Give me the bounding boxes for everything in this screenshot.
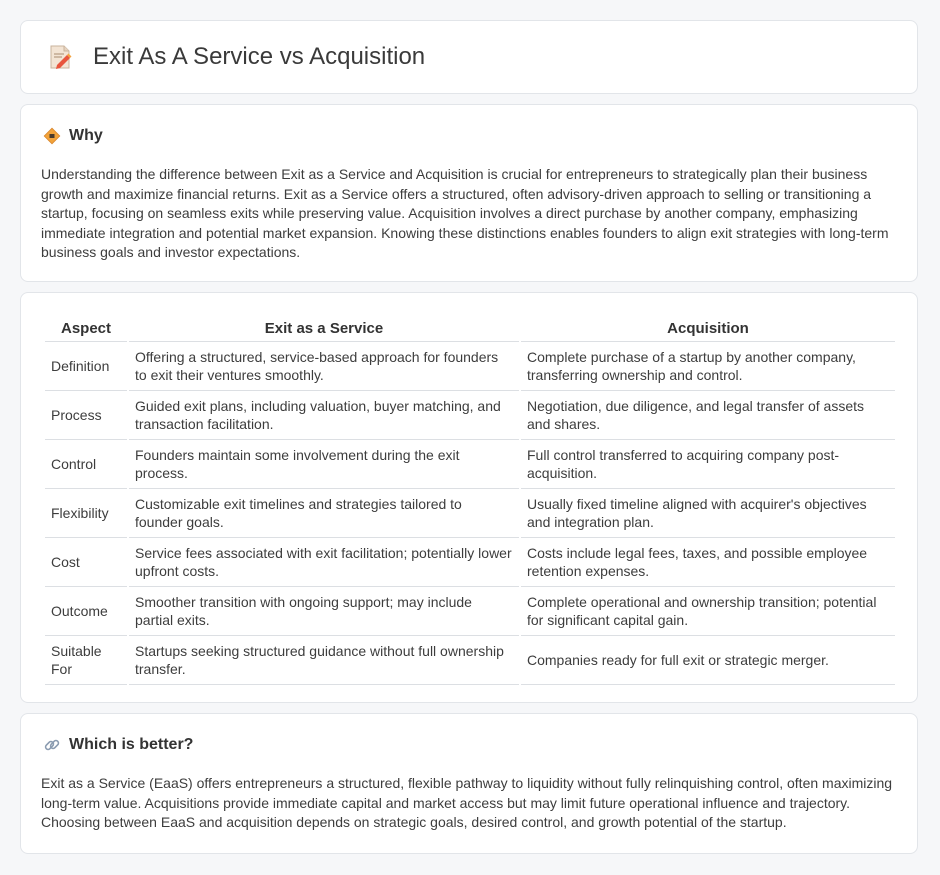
acquisition-cell: Complete operational and ownership transition; potential for significant capital gain. bbox=[521, 587, 895, 636]
better-text: Exit as a Service (EaaS) offers entrepreneurs a structured, flexible pathway to liquidity without fully relinquishing control, often maximizing long-term value. Acquisitions provide immediate capital and market access but may limit future operational influence and trajectory. Choosing between EaaS and acquisition depends on strategic goals, desired control, and growth potential of the startup. bbox=[41, 775, 893, 830]
eaas-cell: Guided exit plans, including valuation, buyer matching, and transaction facilitation. bbox=[129, 391, 519, 440]
eaas-cell: Offering a structured, service-based approach for founders to exit their ventures smoothly. bbox=[129, 342, 519, 391]
aspect-cell: Flexibility bbox=[45, 489, 127, 538]
eaas-cell: Founders maintain some involvement during the exit process. bbox=[129, 440, 519, 489]
eaas-cell: Customizable exit timelines and strategies tailored to founder goals. bbox=[129, 489, 519, 538]
header-card bbox=[20, 20, 918, 94]
comparison-table bbox=[43, 315, 897, 685]
acquisition-cell: Usually fixed timeline aligned with acquirer's objectives and integration plan. bbox=[521, 489, 895, 538]
acquisition-cell: Companies ready for full exit or strategic merger. bbox=[521, 636, 895, 685]
table-header-row bbox=[45, 315, 895, 342]
table-row bbox=[45, 391, 895, 440]
aspect-cell: Definition bbox=[45, 342, 127, 391]
header-aspect: Aspect bbox=[45, 315, 127, 342]
better-heading bbox=[43, 736, 193, 754]
document-pencil-icon bbox=[47, 43, 73, 71]
acquisition-cell: Costs include legal fees, taxes, and possible employee retention expenses. bbox=[521, 538, 895, 587]
comparison-section bbox=[20, 292, 918, 703]
why-text: Understanding the difference between Exit as a Service and Acquisition is crucial for entrepreneurs to strategically plan their business growth and maximize financial returns. Exit as a Service offers a structured, often advisory-driven approach to selling or transitioning a startup, focusing on seamless exits while preserving value. Acquisition involves a direct purchase by another company, emphasizing immediate integration and potential market expansion. Knowing these distinctions enables founders to align exit strategies with long-term business goals and investor expectations. bbox=[41, 166, 889, 260]
acquisition-cell: Complete purchase of a startup by another company, transferring ownership and control. bbox=[521, 342, 895, 391]
link-icon bbox=[43, 736, 61, 754]
aspect-cell: Process bbox=[45, 391, 127, 440]
aspect-cell: Cost bbox=[45, 538, 127, 587]
table-row bbox=[45, 636, 895, 685]
aspect-cell: Suitable For bbox=[45, 636, 127, 685]
why-section bbox=[20, 104, 918, 282]
eaas-cell: Service fees associated with exit facilitation; potentially lower upfront costs. bbox=[129, 538, 519, 587]
header-acquisition: Acquisition bbox=[521, 315, 895, 342]
title-row bbox=[47, 43, 425, 71]
table-row bbox=[45, 342, 895, 391]
acquisition-cell: Negotiation, due diligence, and legal transfer of assets and shares. bbox=[521, 391, 895, 440]
page-title: Exit As A Service vs Acquisition bbox=[93, 43, 426, 70]
why-heading bbox=[43, 127, 103, 145]
which-is-better-section bbox=[20, 713, 918, 854]
aspect-cell: Control bbox=[45, 440, 127, 489]
why-title: Why bbox=[69, 127, 103, 144]
acquisition-cell: Full control transferred to acquiring company post-acquisition. bbox=[521, 440, 895, 489]
eaas-cell: Smoother transition with ongoing support; may include partial exits. bbox=[129, 587, 519, 636]
table-row bbox=[45, 538, 895, 587]
diamond-sign-icon bbox=[43, 127, 61, 145]
table-row bbox=[45, 489, 895, 538]
table-row bbox=[45, 587, 895, 636]
aspect-cell: Outcome bbox=[45, 587, 127, 636]
header-exit-as-a-service: Exit as a Service bbox=[129, 315, 519, 342]
better-title: Which is better? bbox=[69, 736, 194, 753]
eaas-cell: Startups seeking structured guidance without full ownership transfer. bbox=[129, 636, 519, 685]
table-row bbox=[45, 440, 895, 489]
